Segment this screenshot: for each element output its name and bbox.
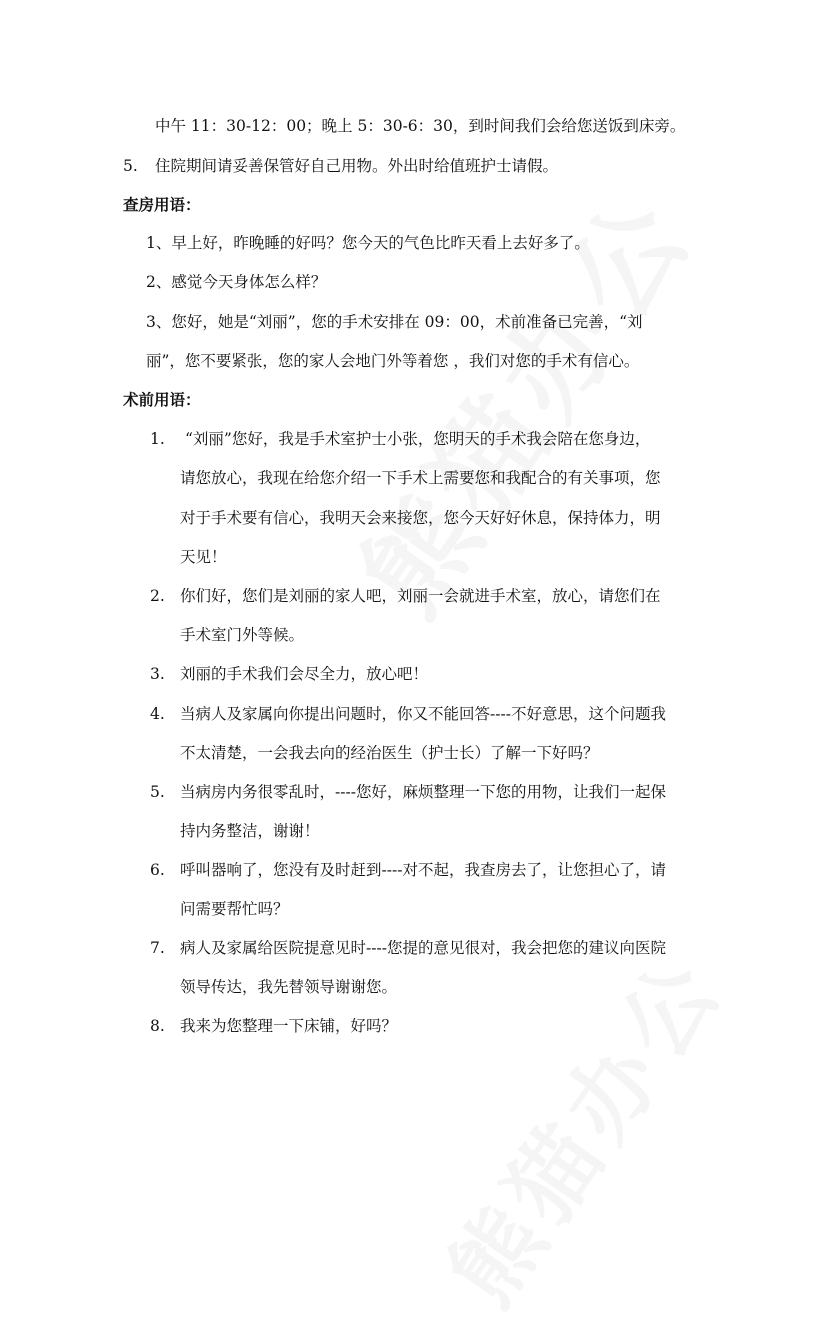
section-heading-preop: 术前用语： — [123, 390, 201, 409]
list-number: 2. — [150, 587, 165, 605]
list-item-line: 当病房内务很零乱时，----您好，麻烦整理一下您的用物，让我们一起保 — [180, 783, 666, 801]
paragraph-line: 2、感觉今天身体怎么样？ — [146, 273, 327, 291]
list-item-line: 天见！ — [180, 548, 227, 566]
list-number: 1. — [150, 430, 165, 448]
paragraph-line: 中午 11：30-12：00；晚上 5：30-6：30，到时间我们会给您送饭到床旁。 — [155, 117, 686, 135]
paragraph-line: 3、您好，她是“刘丽”，您的手术安排在 09：00，术前准备已完善，“刘 — [146, 313, 643, 331]
list-item-line: 问需要帮忙吗？ — [180, 900, 289, 918]
section-heading-rounds: 查房用语： — [123, 195, 201, 214]
list-item-line: 持内务整洁，谢谢！ — [180, 822, 320, 840]
list-number: 7. — [150, 939, 165, 957]
list-item-line: 呼叫器响了，您没有及时赶到----对不起，我查房去了，让您担心了，请 — [180, 861, 666, 879]
list-item-line: 不太清楚，一会我去向的经治医生（护士长）了解一下好吗？ — [180, 744, 599, 762]
list-number: 3. — [150, 665, 165, 683]
list-item-line: 领导传达，我先替领导谢谢您。 — [180, 978, 398, 996]
list-number: 5. — [150, 783, 165, 801]
list-number: 4. — [150, 705, 165, 723]
list-item-line: 你们好，您们是刘丽的家人吧，刘丽一会就进手术室，放心，请您们在 — [180, 587, 661, 605]
list-number: 6. — [150, 861, 165, 879]
list-item-line: 当病人及家属向你提出问题时，你又不能回答----不好意思，这个问题我 — [180, 705, 666, 723]
list-item-line: 对于手术要有信心，我明天会来接您，您今天好好休息，保持体力，明 — [180, 509, 661, 527]
list-number: 8. — [150, 1017, 165, 1035]
list-item-line: 请您放心，我现在给您介绍一下手术上需要您和我配合的有关事项，您 — [180, 469, 661, 487]
paragraph-line: 丽”，您不要紧张，您的家人会地门外等着您 ，我们对您的手术有信心。 — [146, 352, 640, 370]
paragraph-line: 1、早上好，昨晚睡的好吗？您今天的气色比昨天看上去好多了。 — [146, 234, 590, 252]
list-item-line: 手术室门外等候。 — [180, 626, 305, 644]
paragraph-line: 住院期间请妥善保管好自己用物。外出时给值班护士请假。 — [155, 157, 559, 175]
list-item-line: “刘丽”您好，我是手术室护士小张，您明天的手术我会陪在您身边， — [185, 430, 651, 448]
list-number: 5. — [123, 157, 138, 175]
list-item-line: 病人及家属给医院提意见时----您提的意见很对，我会把您的建议向医院 — [180, 939, 666, 957]
list-item-line: 刘丽的手术我们会尽全力，放心吧！ — [180, 665, 429, 683]
list-item-line: 我来为您整理一下床铺，好吗？ — [180, 1017, 398, 1035]
